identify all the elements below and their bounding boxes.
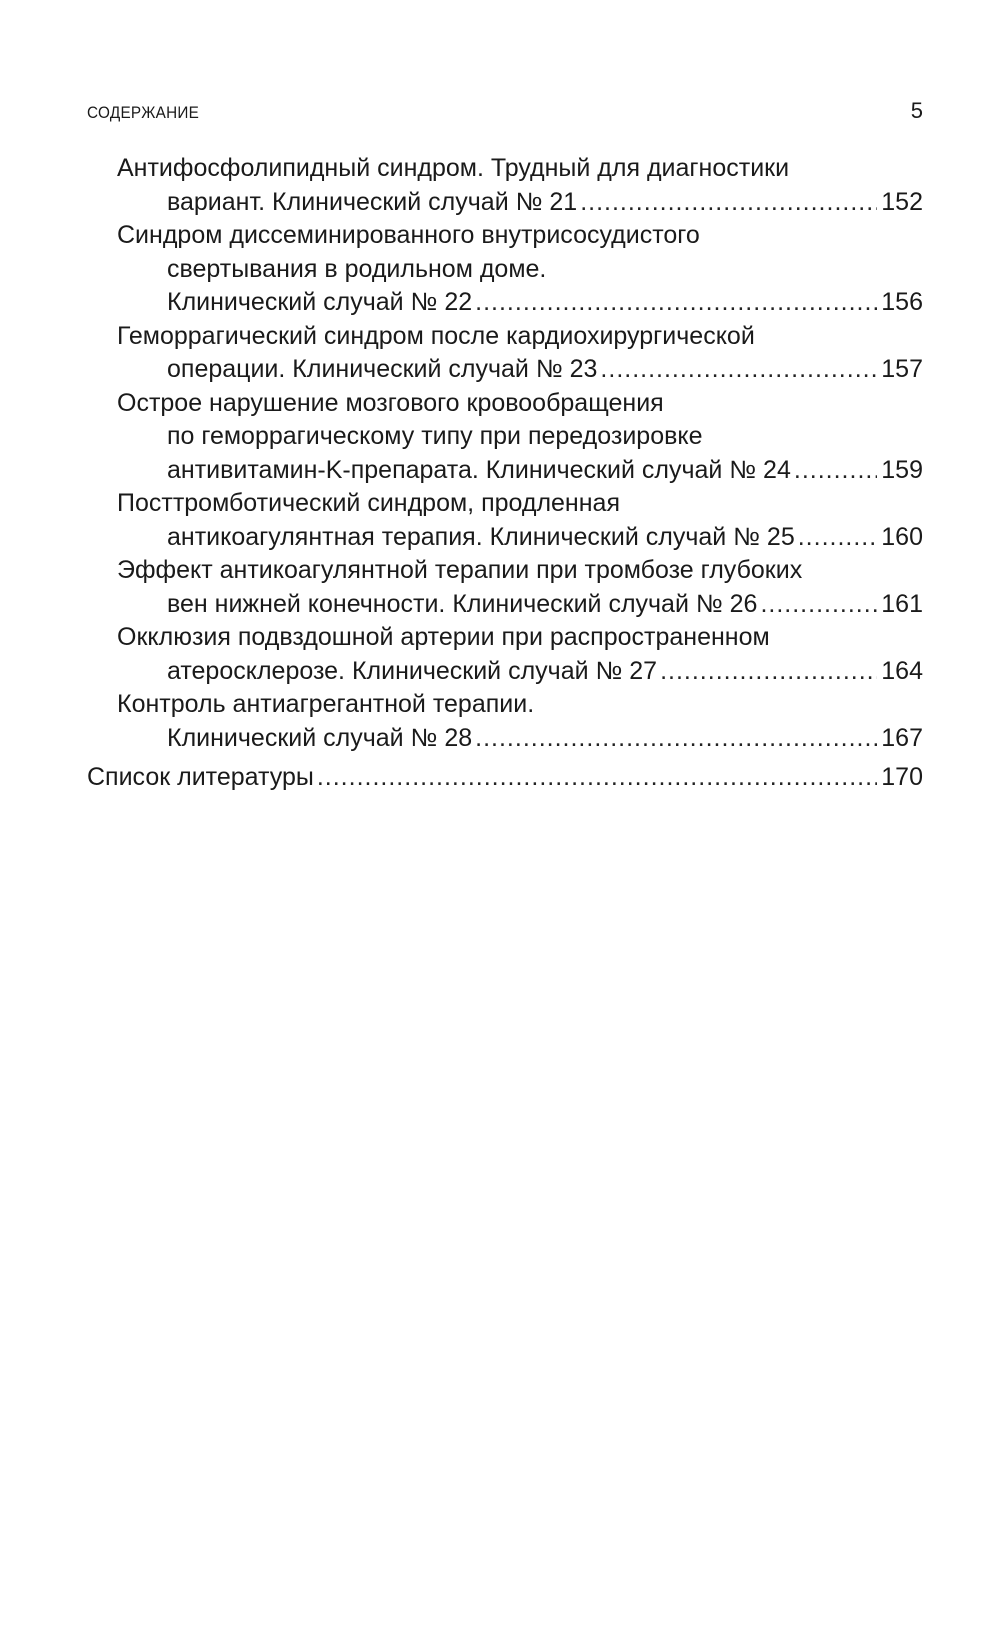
toc-entry-line: антикоагулянтная терапия. Клинический случай № 25 [167,522,795,551]
toc-entry-line: Список литературы [87,763,314,791]
toc-entry-last-line [117,186,923,220]
toc-entry-case-26[interactable] [117,554,923,621]
dot-leader [475,286,877,320]
toc-entry-line: Посттромботический синдром, продленная [117,489,620,517]
toc-entry-line: Окклюзия подвздошной артерии при распространенном [117,623,770,651]
toc-entry-line: вариант. Клинический случай № 21 [167,187,578,216]
toc-entry-line: операции. Клинический случай № 23 [167,355,598,383]
dot-leader [317,761,877,795]
toc-entry-last-line [117,521,923,555]
running-header-title: СОДЕРЖАНИЕ [87,103,200,122]
toc-entry-last-line [117,454,923,488]
toc-entry-case-27[interactable] [117,621,923,688]
toc-page-number: 167 [881,723,923,752]
toc-page-number: 152 [881,187,923,216]
toc-entry-line: Геморрагический синдром после кардиохирургической [117,321,755,350]
toc-entry-line: Острое нарушение мозгового кровообращения [117,388,664,417]
toc-page-number: 170 [881,763,923,791]
toc-entry-last-line [117,722,923,756]
toc-entry-line: Антифосфолипидный синдром. Трудный для диагностики [117,154,790,182]
toc-entry-line: антивитамин-K-препарата. Клинический случай № 24 [167,455,791,484]
toc-entry-case-25[interactable] [117,487,923,554]
toc-entry-line: свертывания в родильном доме. [167,254,547,283]
dot-leader [600,353,877,387]
toc-page-number: 159 [881,455,923,484]
dot-leader [580,186,877,220]
toc-entry-case-24[interactable] [117,387,923,488]
toc-entry-case-22[interactable] [117,219,923,320]
toc-entry-case-28[interactable] [117,688,923,755]
toc-page-number: 161 [881,589,923,618]
toc-entry-line: Клинический случай № 22 [167,288,473,316]
toc-page-number: 164 [881,656,923,685]
toc-entry-line: вен нижней конечности. Клинический случай № 26 [167,589,758,618]
running-header [87,98,923,128]
toc-entry-last-line [117,655,923,689]
dot-leader [475,722,877,756]
toc-entry-line: Синдром диссеминированного внутрисосудистого [117,221,700,249]
toc-entry-last-line [117,588,923,622]
toc-page-number: 157 [881,355,923,383]
dot-leader [794,454,877,488]
toc-entry-bibliography[interactable] [87,761,923,795]
toc-entry-case-21[interactable] [117,152,923,219]
table-of-contents [87,152,923,795]
toc-entry-line: Эффект антикоагулянтной терапии при тромбозе глубоких [117,556,803,584]
dot-leader [660,655,877,689]
toc-entry-line: Контроль антиагрегантной терапии. [117,690,535,718]
toc-entry-line: Клинический случай № 28 [167,723,473,752]
toc-entry-line: по геморрагическому типу при передозировке [167,422,703,450]
page-number: 5 [910,98,923,123]
toc-page-number: 156 [881,288,923,316]
toc-entry-case-23[interactable] [117,320,923,387]
dot-leader [760,588,877,622]
toc-entry-last-line [117,353,923,387]
toc-entry-last-line [87,761,923,795]
toc-entry-line: атеросклерозе. Клинический случай № 27 [167,656,658,685]
dot-leader [798,521,878,555]
toc-entry-last-line [117,286,923,320]
toc-page-number: 160 [881,522,923,551]
